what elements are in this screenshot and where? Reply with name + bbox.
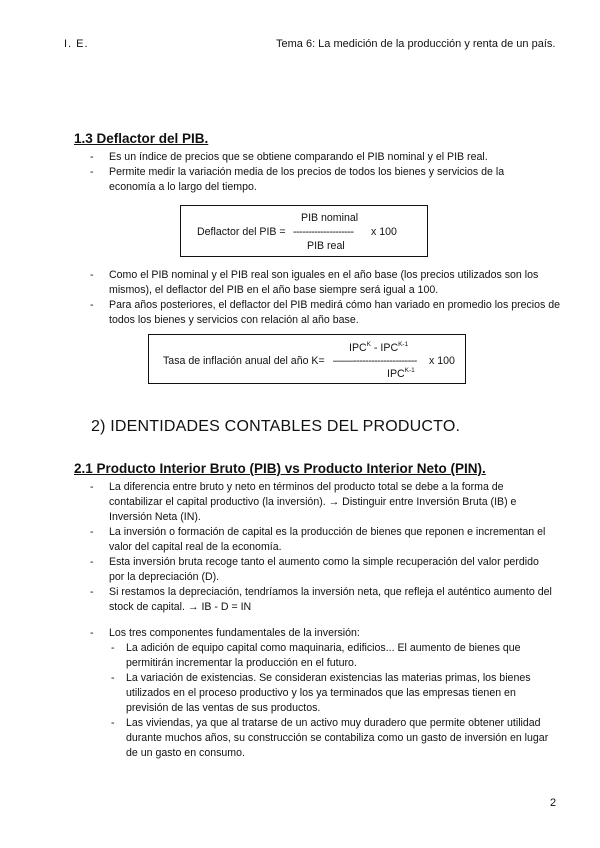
inflation-formula-box xyxy=(148,334,466,384)
header-course: I. E. xyxy=(64,38,89,50)
formula-denominator: $IPC^{K-1}$ xyxy=(387,367,415,380)
pib-pin-bullet-list xyxy=(86,480,552,615)
ipc-minus: - IPC xyxy=(371,342,399,354)
section-title-pib-pin: 2.1 Producto Interior Bruto (PIB) vs Producto Interior Neto (PIN). xyxy=(74,461,486,476)
components-intro: Los tres componentes fundamentales de la inversión: xyxy=(109,627,360,639)
list-item: - La adición de equipo capital como maquinaria, edificios... El aumento de bienes que permitirán incrementar la producción en el futuro. xyxy=(109,641,559,671)
list-item xyxy=(86,626,566,761)
formula-denominator: PIB real xyxy=(307,240,345,252)
list-item: - Es un índice de precios que se obtiene comparando el PIB nominal y el PIB real. xyxy=(86,150,532,165)
section-title-deflactor: 1.3 Deflactor del PIB. xyxy=(74,131,209,146)
formula-fraction-bar: -------------------- xyxy=(293,226,354,238)
list-item: - Si restamos la depreciación, tendríamos la inversión neta, que refleja el auténtico aumento del stock de capital. → IB - D = IN xyxy=(86,585,552,615)
formula-multiplier: x 100 xyxy=(371,226,397,238)
formula-numerator: PIB nominal xyxy=(301,212,359,224)
part-title-identidades: 2) IDENTIDADES CONTABLES DEL PRODUCTO. xyxy=(91,418,461,435)
page-number: 2 xyxy=(550,797,557,809)
formula-fraction-bar: ——--------------------- xyxy=(333,355,417,367)
formula-lhs: Deflactor del PIB = xyxy=(197,226,286,238)
sup-k: K xyxy=(366,341,372,348)
list-item: - Las viviendas, ya que al tratarse de un activo muy duradero que permite obtener utilidad durante muchos años, su construcción se contabiliza como un gasto de inversión en lugar de un gasto en consumo. xyxy=(109,716,559,761)
formula-lhs: Tasa de inflación anual del año K= xyxy=(163,355,325,367)
components-sublist xyxy=(109,641,559,761)
deflactor-bullet-list-2 xyxy=(86,268,566,328)
deflactor-bullet-list xyxy=(86,150,532,195)
list-item: - Permite medir la variación media de los precios de todos los bienes y servicios de la economía a lo largo del tiempo. xyxy=(86,165,532,195)
formula-multiplier: x 100 xyxy=(429,355,455,367)
sup-k-1: K-1 xyxy=(398,341,409,348)
header-topic: Tema 6: La medición de la producción y renta de un país. xyxy=(276,38,556,50)
formula-numerator xyxy=(349,341,408,354)
sup-k-1: K-1 xyxy=(404,367,415,374)
investment-components-list xyxy=(86,626,566,761)
list-item: - La diferencia entre bruto y neto en términos del producto total se debe a la forma de contabilizar el capital productivo (la inversión). → Distinguir entre Inversión Bruta (IB) e Inversión Neta (IN). xyxy=(86,480,552,525)
list-item: - La variación de existencias. Se consideran existencias las materias primas, los bienes utilizados en el proceso productivo y los ya terminados que las empresas tienen en previsión de las ventas de sus productos. xyxy=(109,671,559,716)
ipc-k: IPC xyxy=(349,342,367,354)
list-item: - La inversión o formación de capital es la producción de bienes que reponen e incrementan el valor del capital real de la economía. xyxy=(86,525,552,555)
list-item: - Para años posteriores, el deflactor del PIB medirá cómo han variado en promedio los precios de todos los bienes y servicios con relación al año base. xyxy=(86,298,566,328)
list-item: - Esta inversión bruta recoge tanto el aumento como la simple recuperación del valor perdido por la depreciación (D). xyxy=(86,555,552,585)
list-item: - Como el PIB nominal y el PIB real son iguales en el año base (los precios utilizados son los mismos), el deflactor del PIB en el año base siempre será igual a 100. xyxy=(86,268,566,298)
deflactor-formula-box xyxy=(180,205,428,257)
